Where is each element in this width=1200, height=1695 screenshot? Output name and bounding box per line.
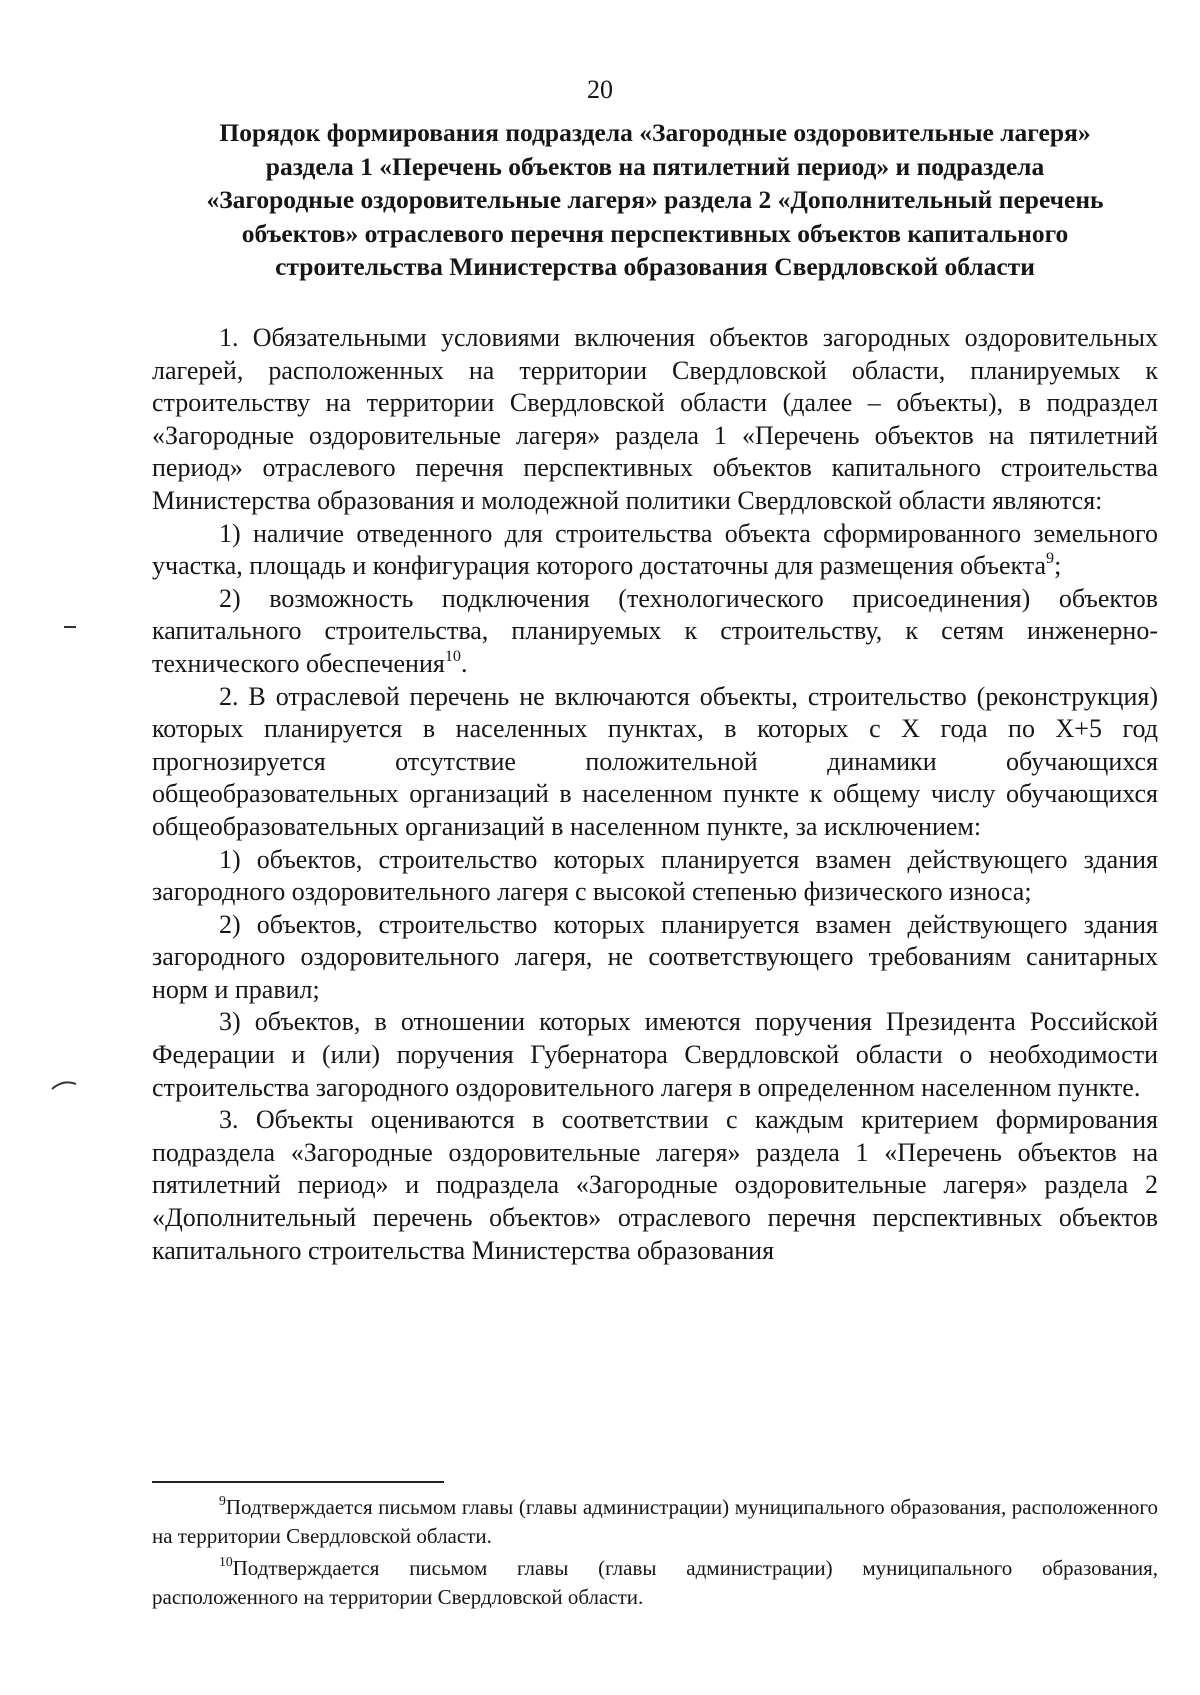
title-line: «Загородные оздоровительные лагеря» раздела 2 «Дополнительный перечень	[206, 185, 1104, 214]
paragraph-1-item-1: 1) наличие отведенного для строительства объекта сформированного земельного участка, площадь и конфигурация которого достаточны для размещения объекта$^9$;	[152, 518, 1158, 581]
footnote-mark: 10	[219, 1553, 233, 1569]
paragraph-1-item-2: 2) возможность подключения (технологического присоединения) объектов капитального строительства, планируемых к строительству, к сетям инженерно-технического обеспечения$^{10}$.	[152, 583, 1158, 678]
paragraph-1: 1. Обязательными условиями включения объектов загородных оздоровительных лагерей, расположенных на территории Свердловской области, планируемых к строительству на территории Свердловской области (далее – объекты), в подраздел «Загородные оздоровительные лагеря» раздела 1 «Перечень объектов на пятилетний период» отраслевого перечня перспективных объектов капитального строительства Министерства образования и молодежной политики Свердловской области являются:	[152, 323, 1158, 515]
margin-arc-mark	[50, 1077, 80, 1091]
page-number: 20	[587, 75, 613, 104]
document-title	[150, 116, 1160, 284]
title-line: раздела 1 «Перечень объектов на пятилетний период» и подраздела	[265, 151, 1045, 181]
footnote-divider	[152, 1481, 444, 1483]
paragraph-2-item-3: 3) объектов, в отношении которых имеются поручения Президента Российской Федерации и (или) поручения Губернатора Свердловской области о необходимости строительства загородного оздоровительного лагеря в определенном населенном пункте.	[152, 1007, 1158, 1102]
footnote-ref-9[interactable]: 9	[1046, 549, 1055, 567]
footnote-9: $^9$Подтверждается письмом главы (главы администрации) муниципального образования, расположенного на территории Свердловской области.	[152, 1492, 1158, 1548]
title-line: объектов» отраслевого перечня перспективных объектов капитального	[241, 218, 1069, 248]
footnotes	[152, 1493, 1158, 1615]
footnote-ref-10[interactable]: 10	[444, 647, 461, 665]
document-body	[152, 322, 1158, 1267]
footnote-10: $^{10}$Подтверждается письмом главы (главы администрации) муниципального образования, расположенного на территории Свердловской области.	[152, 1553, 1158, 1609]
title-line: Порядок формирования подраздела «Загородные оздоровительные лагеря»	[219, 118, 1091, 147]
paragraph-2: 2. В отраслевой перечень не включаются объекты, строительство (реконструкция) которых планируется в населенных пунктах, в которых с X года по X+5 год прогнозируется отсутствие положительной динамики обучающихся общеобразовательных организаций в населенном пункте к общему числу обучающихся общеобразовательных организаций в населенном пункте, за исключением:	[152, 681, 1158, 841]
title-line: строительства Министерства образования Свердловской области	[275, 252, 1035, 281]
paragraph-3: 3. Объекты оцениваются в соответствии с каждым критерием формирования подраздела «Загородные оздоровительные лагеря» раздела 1 «Перечень объектов на пятилетний период» и подраздела «Загородные оздоровительные лагеря» раздела 2 «Дополнительный перечень объектов» отраслевого перечня перспективных объектов капитального строительства Министерства образования	[152, 1105, 1158, 1265]
margin-dash-mark	[64, 626, 76, 628]
paragraph-2-item-1: 1) объектов, строительство которых планируется взамен действующего здания загородного оздоровительного лагеря с высокой степенью физического износа;	[152, 844, 1158, 907]
footnote-mark: 9	[219, 1492, 226, 1508]
paragraph-2-item-2: 2) объектов, строительство которых планируется взамен действующего здания загородного оздоровительного лагеря, не соответствующего требованиям санитарных норм и правил;	[152, 909, 1158, 1004]
